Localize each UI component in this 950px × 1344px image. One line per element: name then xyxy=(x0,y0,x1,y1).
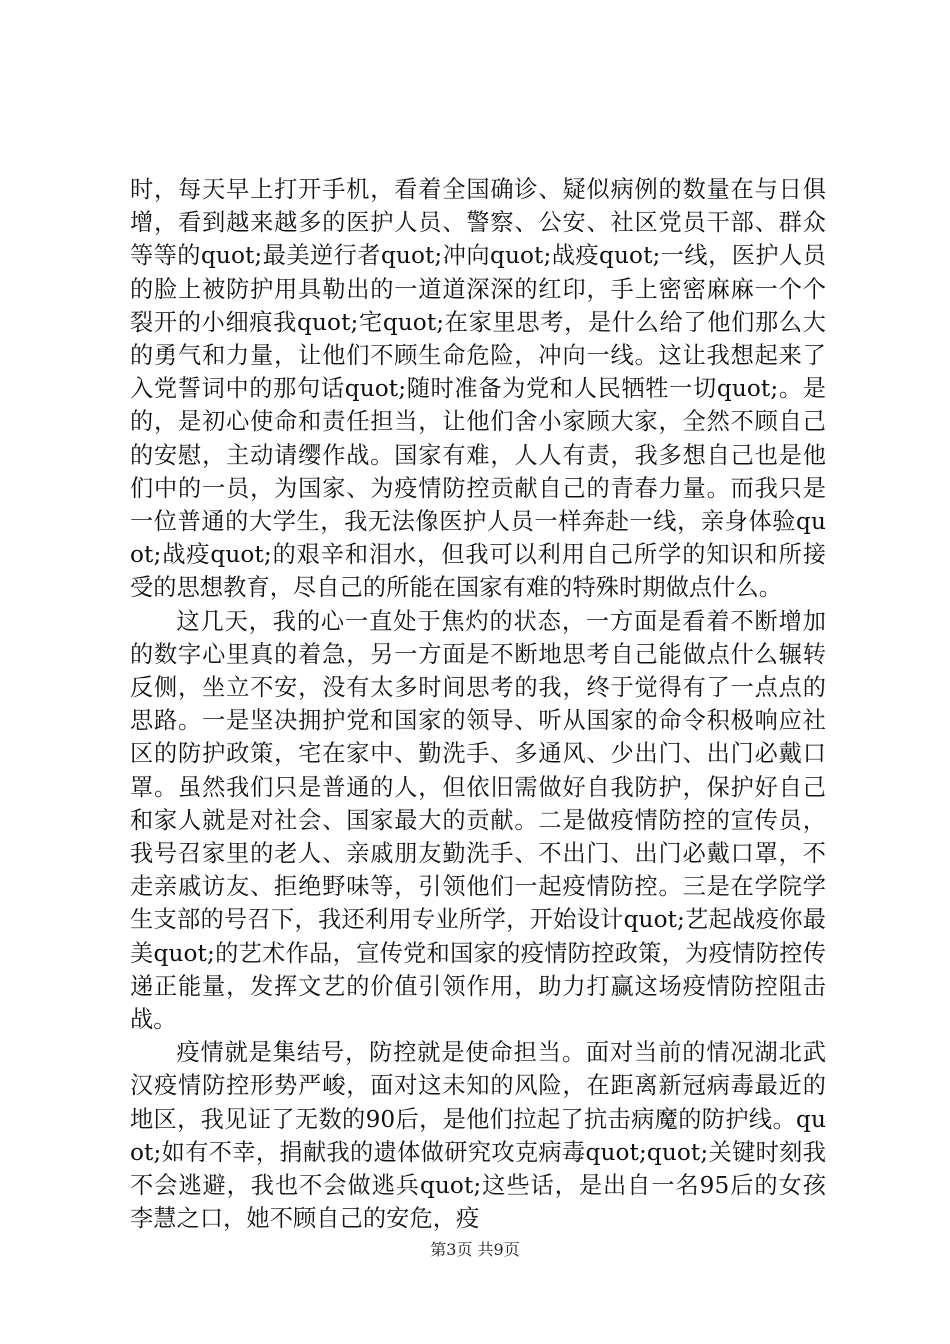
paragraph-1: 时，每天早上打开手机，看着全国确诊、疑似病例的数量在与日俱增，看到越来越多的医护人员、警察、公安、社区党员干部、群众等等的quot;最美逆行者quot;冲向quot;战疫quot;一线，医护人员的脸上被防护用具勒出的一道道深深的红印，手上密密麻麻一个个裂开的小细痕我quot;宅quot;在家里思考，是什么给了他们那么大的勇气和力量，让他们不顾生命危险，冲向一线。这让我想起来了入党誓词中的那句话quot;随时准备为党和人民牺牲一切quot;。是的，是初心使命和责任担当，让他们舍小家顾大家，全然不顾自己的安慰，主动请缨作战。国家有难，人人有责，我多想自己也是他们中的一员，为国家、为疫情防控贡献自己的青春力量。而我只是一位普通的大学生，我无法像医护人员一样奔赴一线，亲身体验quot;战疫quot;的艰辛和泪水，但我可以利用自己所学的知识和所接受的思想教育，尽自己的所能在国家有难的特殊时期做点什么。 xyxy=(130,176,826,602)
document-body xyxy=(130,173,826,1236)
paragraph-2: 这几天，我的心一直处于焦灼的状态，一方面是看着不断增加的数字心里真的着急，另一方面是不断地思考自己能做点什么辗转反侧，坐立不安，没有太多时间思考的我，终于觉得有了一点点的思路。一是坚决拥护党和国家的领导、听从国家的命令积极响应社区的防护政策，宅在家中、勤洗手、多通风、少出门、出门必戴口罩。虽然我们只是普通的人，但依旧需做好自我防护，保护好自己和家人就是对社会、国家最大的贡献。二是做疫情防控的宣传员，我号召家里的老人、亲戚朋友勤洗手、不出门、出门必戴口罩，不走亲戚访友、拒绝野味等，引领他们一起疫情防控。三是在学院学生支部的号召下，我还利用专业所学，开始设计quot;艺起战疫你最美quot;的艺术作品，宣传党和国家的疫情防控政策，为疫情防控传递正能量，发挥文艺的价值引领作用，助力打赢这场疫情防控阻击战。 xyxy=(130,607,826,1034)
paragraph-3: 疫情就是集结号，防控就是使命担当。面对当前的情况湖北武汉疫情防控形势严峻，面对这未知的风险，在距离新冠病毒最近的地区，我见证了无数的90后，是他们拉起了抗击病魔的防护线。quot;如有不幸，捐献我的遗体做研究攻克病毒quot;quot;关键时刻我不会逃避，我也不会做逃兵quot;这些话，是出自一名95后的女孩李慧之口，她不顾自己的安危，疫 xyxy=(130,1039,827,1233)
page-number-footer: 第3页 共9页 xyxy=(430,1240,520,1259)
